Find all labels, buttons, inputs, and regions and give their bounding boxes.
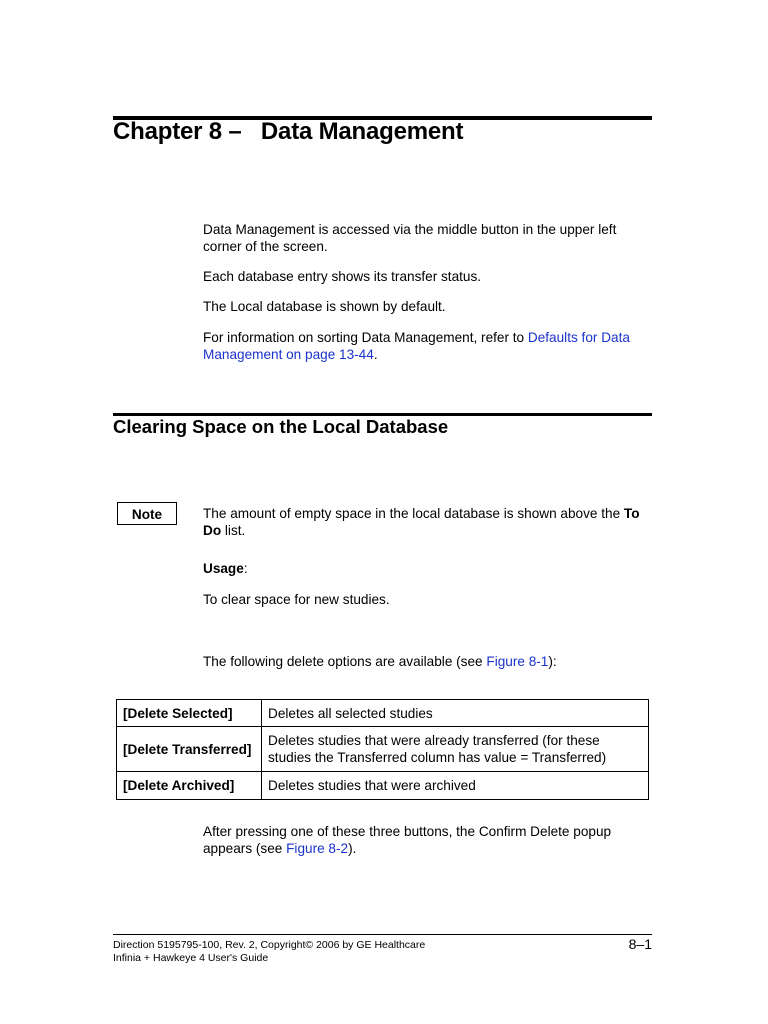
usage-text: To clear space for new studies. <box>203 592 390 607</box>
usage-label: Usage <box>203 561 244 576</box>
footer-guide-title: Infinia + Hawkeye 4 User's Guide <box>113 952 269 964</box>
intro-paragraph-4-prefix: For information on sorting Data Management, refer to <box>203 330 528 345</box>
figure-8-1-link[interactable]: Figure 8-1 <box>486 654 549 669</box>
options-intro-suffix: ): <box>548 654 557 669</box>
description-cell: Deletes studies that were already transferred (for these studies the Transferred column has value = Transferred) <box>262 727 649 772</box>
note-text-suffix: list. <box>221 523 246 538</box>
usage-heading <box>203 560 653 577</box>
figure-8-2-link[interactable]: Figure 8-2 <box>286 841 349 856</box>
options-intro <box>203 653 653 670</box>
footer-copyright: Direction 5195795-100, Rev. 2, Copyright© 2006 by GE Healthcare <box>113 939 426 951</box>
table-row <box>117 727 649 772</box>
option-cell: [Delete Archived] <box>117 772 262 800</box>
description-cell: Deletes all selected studies <box>262 700 649 727</box>
footer-rule <box>113 934 652 935</box>
option-cell: [Delete Transferred] <box>117 727 262 772</box>
chapter-title: Chapter 8 – Data Management <box>113 118 464 145</box>
table-row <box>117 700 649 727</box>
usage-colon: : <box>243 561 248 576</box>
note-label-box: Note <box>117 502 177 525</box>
section-title: Clearing Space on the Local Database <box>113 416 449 437</box>
after-paragraph <box>203 823 653 857</box>
note-text-bold: To Do <box>203 506 640 538</box>
page-number: 8–1 <box>628 936 652 952</box>
after-paragraph-suffix: ). <box>348 841 357 856</box>
note-text-prefix: The amount of empty space in the local database is shown above the <box>203 506 624 521</box>
intro-paragraph-4-suffix: . <box>373 347 378 362</box>
options-intro-prefix: The following delete options are available (see <box>203 654 487 669</box>
option-cell: [Delete Selected] <box>117 700 262 727</box>
intro-paragraph-4 <box>203 329 653 363</box>
description-cell: Deletes studies that were archived <box>262 772 649 800</box>
after-paragraph-prefix: After pressing one of these three buttons, the Confirm Delete popup appears (see <box>203 824 612 856</box>
intro-paragraph-2: Each database entry shows its transfer status. <box>203 269 482 284</box>
delete-options-table <box>116 699 649 800</box>
note-text <box>203 505 653 539</box>
intro-paragraph-3: The Local database is shown by default. <box>203 299 446 314</box>
table-row <box>117 772 649 800</box>
intro-paragraph-1: Data Management is accessed via the middle button in the upper left corner of the screen. <box>203 222 617 254</box>
defaults-cross-reference-link[interactable]: Defaults for Data Management on page 13-44 <box>203 330 630 362</box>
footer-text <box>113 939 425 965</box>
